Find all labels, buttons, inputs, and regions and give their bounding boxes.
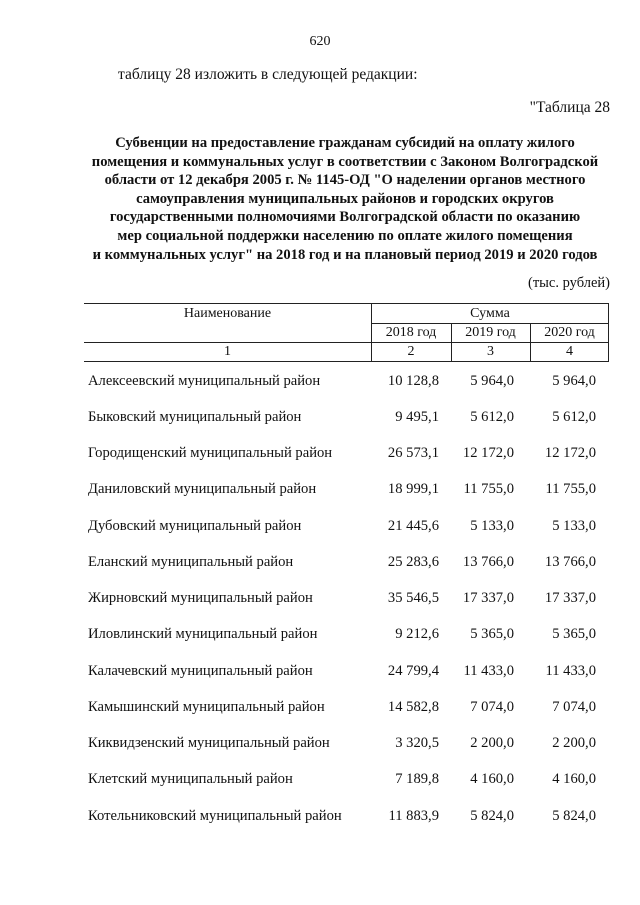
- value-2019: 2 200,0: [470, 735, 514, 751]
- district-name: Жирновский муниципальный район: [88, 590, 313, 606]
- value-2020: 5 612,0: [552, 409, 596, 425]
- value-2020: 5 964,0: [552, 373, 596, 389]
- document-title: [78, 134, 612, 264]
- district-name: Еланский муниципальный район: [88, 554, 294, 570]
- value-2020: 5 824,0: [552, 808, 596, 824]
- header-year-2019: 2019 год: [465, 325, 516, 340]
- value-2019: 7 074,0: [470, 699, 514, 715]
- value-2018: 25 283,6: [387, 554, 439, 570]
- units-label: (тыс. рублей): [528, 275, 610, 291]
- value-2020: 5 133,0: [552, 518, 596, 534]
- title-line: самоуправления муниципальных районов и городских округов: [136, 190, 554, 207]
- value-2018: 11 883,9: [388, 808, 439, 824]
- value-2018: 14 582,8: [387, 699, 439, 715]
- value-2019: 5 964,0: [470, 373, 514, 389]
- title-line: Субвенции на предоставление гражданам субсидий на оплату жилого: [115, 135, 575, 151]
- value-2018: 24 799,4: [387, 663, 439, 679]
- value-2018: 10 128,8: [387, 373, 439, 389]
- value-2019: 5 133,0: [470, 518, 514, 534]
- table-row: [0, 373, 640, 393]
- value-2020: 7 074,0: [552, 699, 596, 715]
- district-name: Камышинский муниципальный район: [88, 699, 325, 715]
- district-name: Городищенский муниципальный район: [88, 445, 333, 461]
- table-caption: "Таблица 28: [529, 99, 610, 116]
- column-number-4: 4: [566, 344, 573, 359]
- value-2018: 35 546,5: [387, 590, 439, 606]
- value-2018: 7 189,8: [395, 771, 439, 787]
- column-number-1: 1: [224, 344, 231, 359]
- value-2020: 12 172,0: [544, 445, 596, 461]
- value-2019: 5 612,0: [470, 409, 514, 425]
- table-row: [0, 518, 640, 538]
- value-2018: 9 495,1: [395, 409, 439, 425]
- value-2018: 26 573,1: [387, 445, 439, 461]
- value-2020: 17 337,0: [544, 590, 596, 606]
- page-number: 620: [309, 34, 331, 49]
- district-name: Быковский муниципальный район: [88, 409, 302, 425]
- value-2020: 11 755,0: [545, 481, 596, 497]
- table-header: [84, 303, 609, 362]
- table-row: [0, 481, 640, 501]
- table-rule: [371, 323, 609, 324]
- value-2019: 12 172,0: [462, 445, 514, 461]
- value-2020: 5 365,0: [552, 626, 596, 642]
- table-row: [0, 554, 640, 574]
- table-row: [0, 699, 640, 719]
- value-2019: 11 433,0: [463, 663, 514, 679]
- value-2019: 17 337,0: [462, 590, 514, 606]
- district-name: Алексеевский муниципальный район: [88, 373, 321, 389]
- value-2020: 11 433,0: [545, 663, 596, 679]
- title-line: мер социальной поддержки населению по оплате жилого помещения: [117, 227, 573, 244]
- title-line: и коммунальных услуг" на 2018 год и на плановый период 2019 и 2020 годов: [92, 246, 598, 263]
- value-2018: 3 320,5: [395, 735, 439, 751]
- value-2018: 9 212,6: [395, 626, 439, 642]
- value-2020: 13 766,0: [544, 554, 596, 570]
- value-2019: 5 365,0: [470, 626, 514, 642]
- table-row: [0, 445, 640, 465]
- value-2020: 2 200,0: [552, 735, 596, 751]
- district-name: Дубовский муниципальный район: [88, 518, 302, 534]
- district-name: Киквидзенский муниципальный район: [88, 735, 330, 751]
- header-sum: Сумма: [470, 306, 510, 321]
- table-row: [0, 409, 640, 429]
- table-row: [0, 626, 640, 646]
- title-line: области от 12 декабря 2005 г. № 1145-ОД "О наделении органов местного: [104, 172, 586, 189]
- district-name: Клетский муниципальный район: [88, 771, 293, 787]
- value-2019: 11 755,0: [463, 481, 514, 497]
- table-row: [0, 735, 640, 755]
- value-2018: 21 445,6: [387, 518, 439, 534]
- column-number-2: 2: [407, 344, 415, 359]
- header-name: Наименование: [183, 306, 272, 321]
- table-row: [0, 771, 640, 791]
- table-row: [0, 808, 640, 828]
- header-year-2018: 2018 год: [385, 325, 437, 340]
- district-name: Калачевский муниципальный район: [88, 663, 313, 679]
- value-2019: 4 160,0: [470, 771, 514, 787]
- column-number-3: 3: [487, 344, 494, 359]
- intro-text: таблицу 28 изложить в следующей редакции:: [118, 66, 418, 83]
- value-2019: 13 766,0: [462, 554, 514, 570]
- value-2019: 5 824,0: [470, 808, 514, 824]
- value-2020: 4 160,0: [552, 771, 596, 787]
- title-line: помещения и коммунальных услуг в соответствии с Законом Волгоградской: [91, 153, 599, 170]
- title-line: государственными полномочиями Волгоградской области по оказанию: [109, 209, 581, 226]
- table-row: [0, 590, 640, 610]
- table-row: [0, 663, 640, 683]
- district-name: Иловлинский муниципальный район: [88, 626, 318, 642]
- district-name: Даниловский муниципальный район: [88, 481, 317, 497]
- district-name: Котельниковский муниципальный район: [88, 808, 342, 824]
- table-rule: [84, 303, 609, 304]
- header-year-2020: 2020 год: [544, 325, 595, 340]
- value-2018: 18 999,1: [387, 481, 439, 497]
